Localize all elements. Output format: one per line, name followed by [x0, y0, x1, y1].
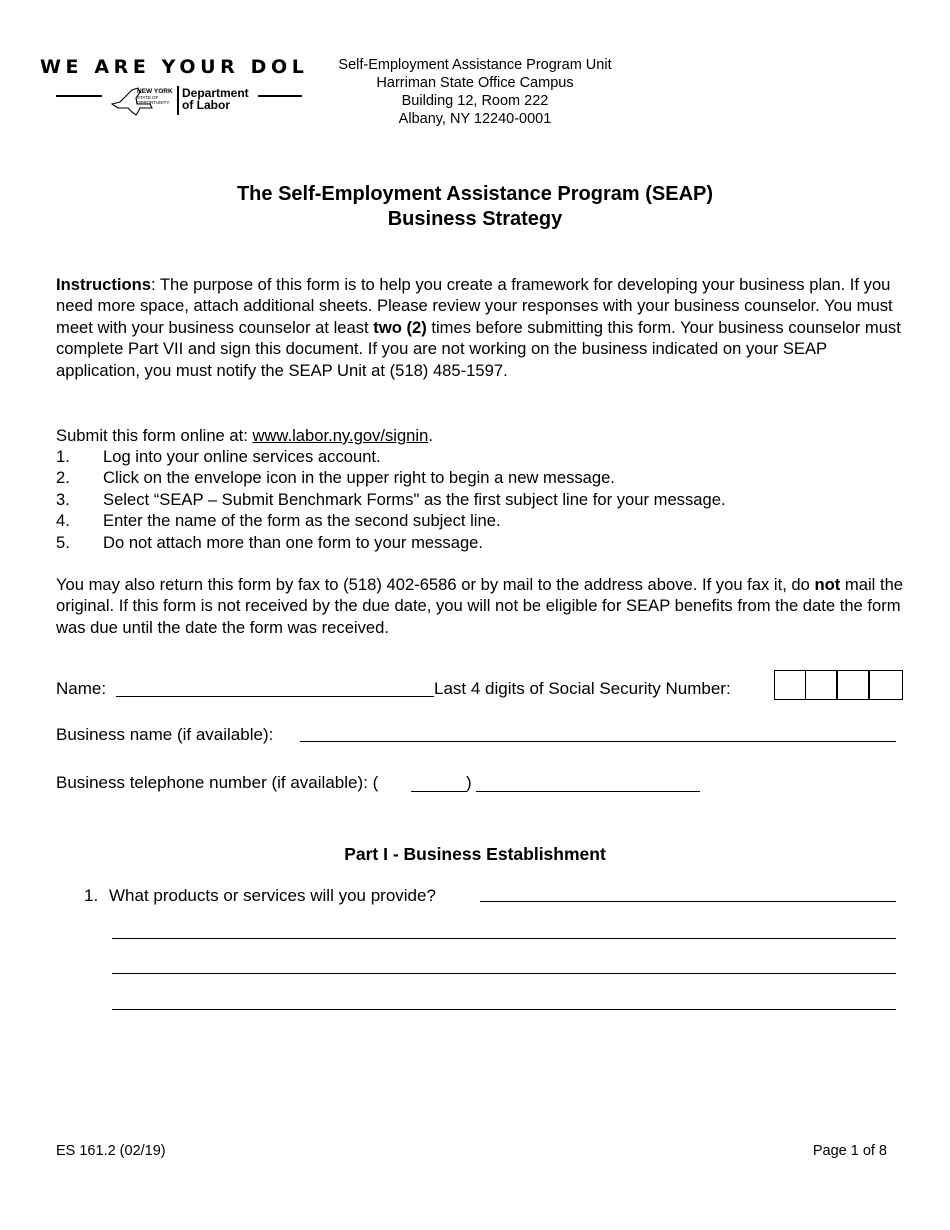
ssn-label: Last 4 digits of Social Security Number:	[434, 679, 731, 698]
submit-prefix: Submit this form online at:	[56, 426, 253, 445]
business-phone-label: Business telephone number (if available): (	[56, 773, 379, 792]
phone-number-field[interactable]	[476, 791, 700, 792]
step-number: 5.	[56, 532, 70, 552]
instructions-paragraph	[56, 274, 906, 381]
instructions-text-a: : The purpose of this form is to help you create a framework for developing your business plan. If you need more space, attach additional sheets. Please review your responses with your business counselor. You must meet with your business counselor at least	[56, 275, 893, 337]
phone-area-code-field[interactable]	[411, 791, 467, 792]
submit-suffix: .	[428, 426, 433, 445]
logo-ny-line3: OPPORTUNITY.	[137, 100, 171, 105]
question1-answer-line[interactable]	[112, 938, 896, 939]
step-text: Do not attach more than one form to your message.	[103, 532, 484, 552]
address-line1: Self-Employment Assistance Program Unit	[338, 57, 612, 73]
signin-link[interactable]: www.labor.ny.gov/signin	[252, 426, 429, 445]
logo-rule-right	[258, 95, 302, 97]
question1-text: What products or services will you provide?	[109, 886, 436, 905]
address-line4: Albany, NY 12240-0001	[398, 111, 552, 127]
ssn-digit-box[interactable]	[805, 670, 837, 700]
question1-answer-line[interactable]	[112, 973, 896, 974]
step-text: Click on the envelope icon in the upper right to begin a new message.	[103, 468, 615, 488]
fax-text-a: You may also return this form by fax to (518) 402-6586 or by mail to the address above. If you fax it, do	[56, 575, 815, 594]
logo-dept-line2: of Labor	[182, 98, 230, 112]
logo-divider	[177, 86, 179, 115]
business-name-label: Business name (if available):	[56, 725, 274, 744]
name-label: Name:	[56, 679, 107, 698]
step-text: Enter the name of the form as the second subject line.	[103, 511, 501, 531]
submit-online-line	[56, 425, 906, 446]
address-line3: Building 12, Room 222	[401, 93, 549, 109]
fax-not-emphasis: not	[814, 575, 841, 594]
step-text: Log into your online services account.	[103, 447, 381, 466]
question1-number: 1.	[84, 886, 99, 905]
step-number: 2.	[56, 468, 70, 488]
logo-ny-wordmark	[137, 88, 173, 105]
instructions-meeting-count: two (2)	[373, 317, 427, 337]
logo-department	[182, 87, 249, 111]
phone-close-paren: )	[466, 773, 472, 792]
part1-heading: Part I - Business Establishment	[344, 844, 606, 864]
name-field[interactable]	[116, 696, 434, 697]
page-subtitle: Business Strategy	[387, 208, 563, 230]
instructions-text-b: times before submitting this form. Your business counselor must complete Part VII and sign this document. If you are not working on the business indicated on your SEAP application, you must notify the SEAP Unit at (518) 485-1597.	[56, 317, 901, 380]
question1-answer-line[interactable]	[112, 1009, 896, 1010]
logo-ny-line1: NEW YORK	[137, 88, 173, 95]
logo-ny-line2: STATE OF	[137, 95, 159, 100]
logo-tagline: WE ARE YOUR DOL	[40, 56, 309, 78]
fax-mail-paragraph	[56, 574, 906, 638]
form-id: ES 161.2 (02/19)	[56, 1143, 166, 1159]
page-number: Page 1 of 8	[812, 1143, 887, 1159]
question1-answer-line[interactable]	[480, 901, 896, 902]
ssn-digit-box[interactable]	[837, 670, 869, 700]
business-name-field[interactable]	[300, 741, 896, 742]
step-number: 1.	[56, 447, 70, 466]
page-title: The Self-Employment Assistance Program (SEAP)	[236, 183, 714, 205]
step-text: Select “SEAP – Submit Benchmark Forms" as the first subject line for your message.	[103, 489, 726, 509]
address-line2: Harriman State Office Campus	[376, 75, 574, 91]
instructions-label: Instructions	[56, 275, 151, 294]
step-number: 4.	[56, 511, 70, 531]
logo-dept-line1: Department	[182, 86, 249, 100]
step-number: 3.	[56, 489, 70, 509]
ssn-digit-box[interactable]	[869, 670, 903, 700]
logo-rule-left	[56, 95, 102, 97]
fax-text-b: mail the original. If this form is not received by the due date, you will not be eligible for SEAP benefits from the date the form was due until the date the form was received.	[56, 575, 904, 637]
mailing-address	[322, 56, 628, 128]
ssn-digit-box[interactable]	[774, 670, 806, 700]
